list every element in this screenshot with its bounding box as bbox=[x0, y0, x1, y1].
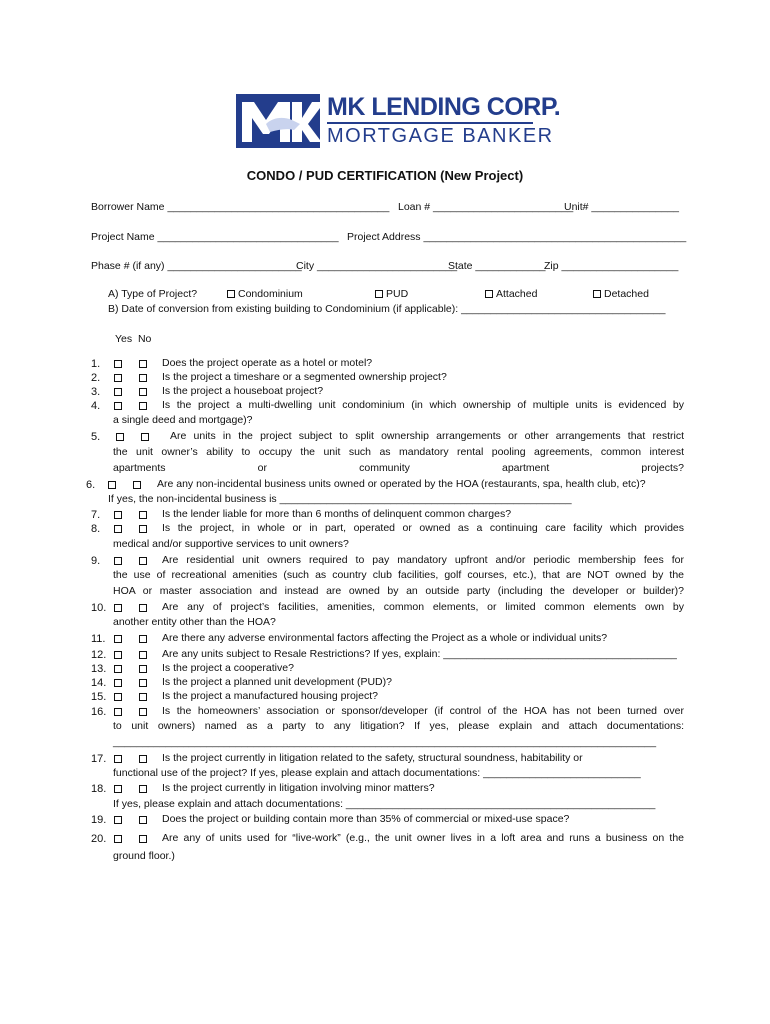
question-continuation: If yes, the non-incidental business is __________________________________________________ bbox=[108, 493, 572, 505]
no-checkbox[interactable] bbox=[139, 665, 147, 673]
no-checkbox[interactable] bbox=[139, 693, 147, 701]
question-number: 2. bbox=[91, 372, 101, 384]
question-number: 6. bbox=[86, 479, 96, 491]
no-checkbox[interactable] bbox=[139, 835, 147, 843]
question-text: Is the lender liable for more than 6 months of delinquent common charges? bbox=[162, 508, 512, 520]
no-checkbox[interactable] bbox=[139, 785, 147, 793]
borrower-name-field[interactable]: Borrower Name ______________________________________ bbox=[91, 201, 390, 213]
pud-checkbox[interactable] bbox=[375, 290, 383, 298]
question-text: Are any units subject to Resale Restrictions? If yes, explain: ________________________________________ bbox=[162, 648, 677, 660]
no-checkbox[interactable] bbox=[139, 525, 147, 533]
project-name-field[interactable]: Project Name _______________________________ bbox=[91, 231, 339, 243]
question-number: 4. bbox=[91, 400, 101, 412]
yes-checkbox[interactable] bbox=[114, 708, 122, 716]
yes-checkbox[interactable] bbox=[114, 374, 122, 382]
no-checkbox[interactable] bbox=[139, 604, 147, 612]
no-checkbox[interactable] bbox=[139, 708, 147, 716]
question-text: Are units in the project subject to split ownership arrangements or other arrangements that restrict bbox=[170, 430, 684, 442]
condominium-checkbox[interactable] bbox=[227, 290, 235, 298]
question-continuation: apartments or community apartment projects? bbox=[113, 462, 684, 474]
yes-checkbox[interactable] bbox=[108, 481, 116, 489]
option-pud[interactable]: PUD bbox=[375, 287, 408, 301]
yes-checkbox[interactable] bbox=[114, 665, 122, 673]
unit-number-field[interactable]: Unit# _______________ bbox=[564, 201, 680, 213]
yes-checkbox[interactable] bbox=[114, 557, 122, 565]
question-number: 3. bbox=[91, 386, 101, 398]
no-checkbox[interactable] bbox=[139, 374, 147, 382]
question-continuation: a single deed and mortgage)? bbox=[113, 414, 253, 426]
question-continuation: the use of recreational amenities (such as country club facilities, golf courses, etc.), that are NOT owned by the bbox=[113, 569, 684, 581]
question-text: Is the project a planned unit development (PUD)? bbox=[162, 676, 392, 688]
question-number: 13. bbox=[91, 663, 107, 675]
question-text: Is the project a multi-dwelling unit condominium (in which ownership of multiple units is evidenced by bbox=[162, 399, 684, 411]
no-checkbox[interactable] bbox=[139, 679, 147, 687]
question-text: Are there any adverse environmental factors affecting the Project as a whole or individual units? bbox=[162, 632, 608, 644]
question-continuation: to unit owners) named as a party to any litigation? If yes, please explain and attach documentations: bbox=[113, 720, 684, 732]
option-condominium[interactable]: Condominium bbox=[227, 287, 303, 301]
yes-checkbox[interactable] bbox=[114, 525, 122, 533]
no-checkbox[interactable] bbox=[139, 388, 147, 396]
type-of-project-label: A) Type of Project? bbox=[108, 288, 198, 300]
question-number: 11. bbox=[91, 633, 106, 645]
no-checkbox[interactable] bbox=[141, 433, 149, 441]
state-field[interactable]: State ____________ bbox=[448, 260, 546, 272]
loan-number-field[interactable]: Loan # ________________________ bbox=[398, 201, 574, 213]
question-text: Is the project a houseboat project? bbox=[162, 385, 324, 397]
question-text: Are any of project’s facilities, amenities, common elements, or limited common elements own by bbox=[162, 601, 684, 613]
yes-checkbox[interactable] bbox=[114, 604, 122, 612]
question-text: Does the project or building contain more than 35% of commercial or mixed-use space? bbox=[162, 813, 570, 825]
question-number: 20. bbox=[91, 833, 107, 845]
question-number: 12. bbox=[91, 649, 107, 661]
question-number: 7. bbox=[91, 509, 101, 521]
question-text: Is the project, in whole or in part, operated or owned as a continuing care facility which provides bbox=[162, 522, 684, 534]
question-number: 16. bbox=[91, 706, 107, 718]
yes-checkbox[interactable] bbox=[114, 511, 122, 519]
zip-field[interactable]: Zip ____________________ bbox=[544, 260, 679, 272]
yes-checkbox[interactable] bbox=[114, 360, 122, 368]
no-checkbox[interactable] bbox=[139, 360, 147, 368]
no-checkbox[interactable] bbox=[139, 755, 147, 763]
company-subtitle: MORTGAGE BANKER bbox=[327, 125, 554, 147]
question-number: 15. bbox=[91, 691, 107, 703]
phase-field[interactable]: Phase # (if any) _______________________ bbox=[91, 260, 302, 272]
question-continuation: medical and/or supportive services to unit owners? bbox=[113, 538, 349, 550]
option-detached[interactable]: Detached bbox=[593, 287, 649, 301]
question-number: 19. bbox=[91, 814, 107, 826]
question-number: 8. bbox=[91, 523, 101, 535]
question-text: Is the project a manufactured housing project? bbox=[162, 690, 378, 702]
no-checkbox[interactable] bbox=[139, 635, 147, 643]
question-text: Does the project operate as a hotel or motel? bbox=[162, 357, 373, 369]
question-number: 10. bbox=[91, 602, 107, 614]
question-number: 18. bbox=[91, 783, 107, 795]
no-checkbox[interactable] bbox=[139, 816, 147, 824]
question-continuation: _____________________________________________________________________________________________ bbox=[113, 736, 657, 748]
form-title: CONDO / PUD CERTIFICATION (New Project) bbox=[246, 168, 524, 183]
option-attached[interactable]: Attached bbox=[485, 287, 537, 301]
company-name: MK LENDING CORP. bbox=[327, 93, 561, 121]
question-continuation: the unit owner’s ability to occupy the unit such as mandatory rental pooling agreements, common interest bbox=[113, 446, 684, 458]
question-text: Is the project currently in litigation involving minor matters? bbox=[162, 782, 435, 794]
question-text: Are any non-incidental business units owned or operated by the HOA (restaurants, spa, health club, etc)? bbox=[157, 478, 646, 490]
yes-checkbox[interactable] bbox=[114, 402, 122, 410]
question-number: 9. bbox=[91, 555, 101, 567]
yes-checkbox[interactable] bbox=[116, 433, 124, 441]
question-continuation: functional use of the project? If yes, please explain and attach documentations: ___________________________ bbox=[113, 767, 641, 779]
question-text: Are any of units used for “live-work” (e.g., the unit owner lives in a loft area and runs a business on the bbox=[162, 832, 684, 844]
question-number: 5. bbox=[91, 431, 101, 443]
yes-checkbox[interactable] bbox=[114, 679, 122, 687]
city-field[interactable]: City ________________________ bbox=[296, 260, 458, 272]
no-checkbox[interactable] bbox=[139, 511, 147, 519]
no-checkbox[interactable] bbox=[139, 651, 147, 659]
conversion-date-field[interactable]: B) Date of conversion from existing building to Condominium (if applicable): ___________________________________ bbox=[108, 303, 666, 315]
question-text: Is the project a cooperative? bbox=[162, 662, 294, 674]
question-continuation: If yes, please explain and attach documentations: _____________________________________________________ bbox=[113, 798, 656, 810]
yes-checkbox[interactable] bbox=[114, 755, 122, 763]
attached-checkbox[interactable] bbox=[485, 290, 493, 298]
yes-checkbox[interactable] bbox=[114, 816, 122, 824]
question-text: Are residential unit owners required to pay mandatory upfront and/or periodic membership fees for bbox=[162, 554, 684, 566]
question-continuation: HOA or master association and instead are owned by an outside party (including the developer or builder)? bbox=[113, 585, 684, 597]
question-text: Is the project currently in litigation related to the safety, structural soundness, habitability or bbox=[162, 752, 583, 764]
yes-checkbox[interactable] bbox=[114, 635, 122, 643]
question-number: 14. bbox=[91, 677, 107, 689]
question-continuation: ground floor.) bbox=[113, 850, 175, 862]
company-logo-mark bbox=[236, 94, 320, 148]
yes-checkbox[interactable] bbox=[114, 693, 122, 701]
detached-checkbox[interactable] bbox=[593, 290, 601, 298]
question-number: 1. bbox=[91, 358, 101, 370]
question-text: Is the project a timeshare or a segmented ownership project? bbox=[162, 371, 447, 383]
question-number: 17. bbox=[91, 753, 107, 765]
yes-checkbox[interactable] bbox=[114, 651, 122, 659]
question-continuation: another entity other than the HOA? bbox=[113, 616, 276, 628]
no-checkbox[interactable] bbox=[139, 402, 147, 410]
question-text: Is the homeowners’ association or sponsor/developer (if control of the HOA has not been turned over bbox=[162, 705, 684, 717]
yes-no-header: Yes No bbox=[115, 333, 152, 345]
project-address-field[interactable]: Project Address _____________________________________________ bbox=[347, 231, 687, 243]
handshake-icon bbox=[236, 94, 320, 148]
no-checkbox[interactable] bbox=[139, 557, 147, 565]
yes-checkbox[interactable] bbox=[114, 785, 122, 793]
yes-checkbox[interactable] bbox=[114, 388, 122, 396]
yes-checkbox[interactable] bbox=[114, 835, 122, 843]
no-checkbox[interactable] bbox=[133, 481, 141, 489]
